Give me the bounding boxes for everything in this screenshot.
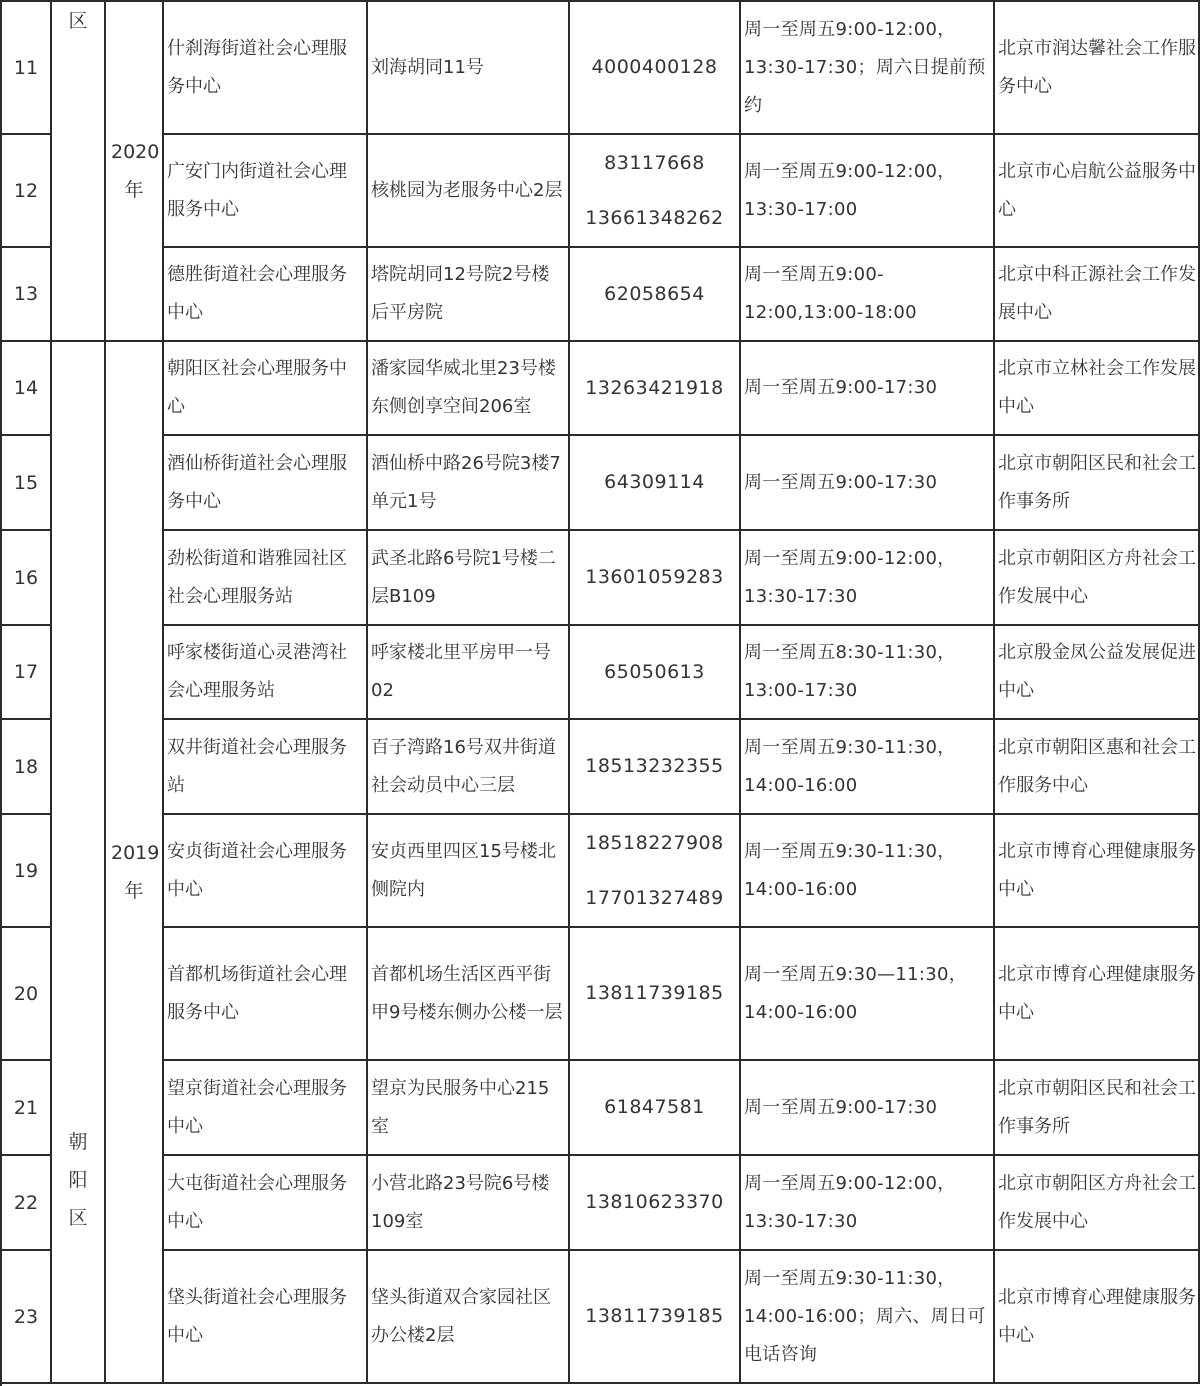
- phone-number: 65050613: [604, 660, 705, 683]
- phone-number: 13811739185: [585, 1305, 724, 1327]
- center-name: 安贞街道社会心理服务中心: [164, 815, 368, 928]
- district-cell: [52, 2, 106, 342]
- center-address: 武圣北路6号院1号楼二层B109: [368, 531, 570, 626]
- phone-cell: [570, 135, 741, 248]
- center-address: 百子湾路16号双井街道社会动员中心三层: [368, 720, 570, 815]
- service-hours: 周一至周五9:30—11:30，14:00-16:00: [741, 928, 995, 1061]
- center-name: 大屯街道社会心理服务中心: [164, 1156, 368, 1251]
- center-name: 双井街道社会心理服务站: [164, 720, 368, 815]
- phone-cell: [570, 531, 741, 626]
- year-cell: [106, 2, 164, 342]
- center-name: 垡头街道社会心理服务中心: [164, 1251, 368, 1384]
- center-address: 塔院胡同12号院2号楼后平房院: [368, 248, 570, 342]
- operating-org: 北京中科正源社会工作发展中心: [995, 248, 1200, 342]
- operating-org: 北京市润达馨社会工作服务中心: [995, 2, 1200, 135]
- phone-cell: [570, 1061, 741, 1156]
- year-label: 2020年: [111, 141, 160, 201]
- operating-org: 北京市朝阳区方舟社会工作发展中心: [995, 531, 1200, 626]
- phone-number: 13810623370: [585, 1191, 724, 1213]
- center-address: 小营北路23号院6号楼109室: [368, 1156, 570, 1251]
- phone-number: 62058654: [604, 282, 705, 305]
- phone-number: 61847581: [604, 1096, 705, 1118]
- district-cell: [52, 342, 106, 1384]
- phone-number: 4000400128: [591, 56, 718, 78]
- center-address: 垡头街道双合家园社区办公楼2层: [368, 1251, 570, 1384]
- phone-number: 13811739185: [585, 982, 724, 1004]
- service-hours: 周一至周五9:30-11:30，14:00-16:00: [741, 720, 995, 815]
- center-address: 酒仙桥中路26号院3楼7单元1号: [368, 436, 570, 531]
- row-number: 16: [2, 531, 52, 626]
- service-hours: 周一至周五9:30-11:30，14:00-16:00；周六、周日可电话咨询: [741, 1251, 995, 1384]
- phone-cell: [570, 720, 741, 815]
- center-name: 劲松街道和谐雅园社区社会心理服务站: [164, 531, 368, 626]
- operating-org: 北京市博育心理健康服务中心: [995, 928, 1200, 1061]
- service-hours: 周一至周五9:00-17:30: [741, 436, 995, 531]
- row-number: 18: [2, 720, 52, 815]
- phone-cell: [570, 2, 741, 135]
- operating-org: 北京市立林社会工作发展中心: [995, 342, 1200, 436]
- operating-org: 北京市朝阳区民和社会工作事务所: [995, 1061, 1200, 1156]
- service-hours: 周一至周五9:00-12:00，13:30-17:30: [741, 1156, 995, 1251]
- row-number: 11: [2, 2, 52, 135]
- center-address: 望京为民服务中心215室: [368, 1061, 570, 1156]
- district-label: 区: [68, 10, 88, 32]
- center-address: 呼家楼北里平房甲一号02: [368, 626, 570, 720]
- year-label: 2019年: [111, 842, 160, 902]
- service-hours: 周一至周五9:00-12:00，13:30-17:30: [741, 531, 995, 626]
- phone-number: 13661348262: [585, 206, 724, 229]
- service-hours: 周一至周五8:30-11:30，13:00-17:30: [741, 626, 995, 720]
- service-hours: 周一至周五9:00-17:30: [741, 1061, 995, 1156]
- phone-number: 64309114: [604, 471, 705, 493]
- service-hours: 周一至周五9:30-11:30，14:00-16:00: [741, 815, 995, 928]
- row-number: 15: [2, 436, 52, 531]
- phone-cell: [570, 1156, 741, 1251]
- phone-cell: [570, 248, 741, 342]
- center-name: 呼家楼街道心灵港湾社会心理服务站: [164, 626, 368, 720]
- service-hours: 周一至周五9:00-12:00,13:00-18:00: [741, 248, 995, 342]
- row-number: 13: [2, 248, 52, 342]
- center-name: 德胜街道社会心理服务中心: [164, 248, 368, 342]
- phone-number: 13263421918: [585, 376, 724, 399]
- operating-org: 北京市朝阳区民和社会工作事务所: [995, 436, 1200, 531]
- center-address: 刘海胡同11号: [368, 2, 570, 135]
- operating-org: 北京市心启航公益服务中心: [995, 135, 1200, 248]
- row-number: 19: [2, 815, 52, 928]
- row-number: 14: [2, 342, 52, 436]
- phone-cell: [570, 815, 741, 928]
- row-number: 22: [2, 1156, 52, 1251]
- phone-number: 18518227908: [585, 831, 724, 854]
- phone-number: 83117668: [604, 151, 705, 174]
- operating-org: 北京市朝阳区惠和社会工作服务中心: [995, 720, 1200, 815]
- phone-cell: [570, 1251, 741, 1384]
- operating-org: 北京市朝阳区方舟社会工作发展中心: [995, 1156, 1200, 1251]
- center-address: 首都机场生活区西平街甲9号楼东侧办公楼一层: [368, 928, 570, 1061]
- row-number: 17: [2, 626, 52, 720]
- center-name: 首都机场街道社会心理服务中心: [164, 928, 368, 1061]
- phone-cell: [570, 436, 741, 531]
- operating-org: 北京市博育心理健康服务中心: [995, 1251, 1200, 1384]
- center-name: 朝阳区社会心理服务中心: [164, 342, 368, 436]
- center-name: 什刹海街道社会心理服务中心: [164, 2, 368, 135]
- service-hours: 周一至周五9:00-12:00，13:30-17:00: [741, 135, 995, 248]
- row-number: 20: [2, 928, 52, 1061]
- phone-cell: [570, 342, 741, 436]
- row-number: 21: [2, 1061, 52, 1156]
- row-number: 12: [2, 135, 52, 248]
- center-name: 望京街道社会心理服务中心: [164, 1061, 368, 1156]
- phone-cell: [570, 626, 741, 720]
- center-address: 潘家园华威北里23号楼东侧创享空间206室: [368, 342, 570, 436]
- phone-cell: [570, 928, 741, 1061]
- center-name: 酒仙桥街道社会心理服务中心: [164, 436, 368, 531]
- center-address: 安贞西里四区15号楼北侧院内: [368, 815, 570, 928]
- phone-number: 17701327489: [585, 886, 724, 909]
- operating-org: 北京殷金凤公益发展促进中心: [995, 626, 1200, 720]
- phone-number: 18513232355: [585, 755, 724, 777]
- service-hours: 周一至周五9:00-12:00，13:30-17:30；周六日提前预约: [741, 2, 995, 135]
- district-label: 朝阳区: [68, 1131, 88, 1229]
- service-hours: 周一至周五9:00-17:30: [741, 342, 995, 436]
- center-address: 核桃园为老服务中心2层: [368, 135, 570, 248]
- row-number: 23: [2, 1251, 52, 1384]
- year-cell: [106, 342, 164, 1384]
- operating-org: 北京市博育心理健康服务中心: [995, 815, 1200, 928]
- center-name: 广安门内街道社会心理服务中心: [164, 135, 368, 248]
- phone-number: 13601059283: [585, 566, 724, 588]
